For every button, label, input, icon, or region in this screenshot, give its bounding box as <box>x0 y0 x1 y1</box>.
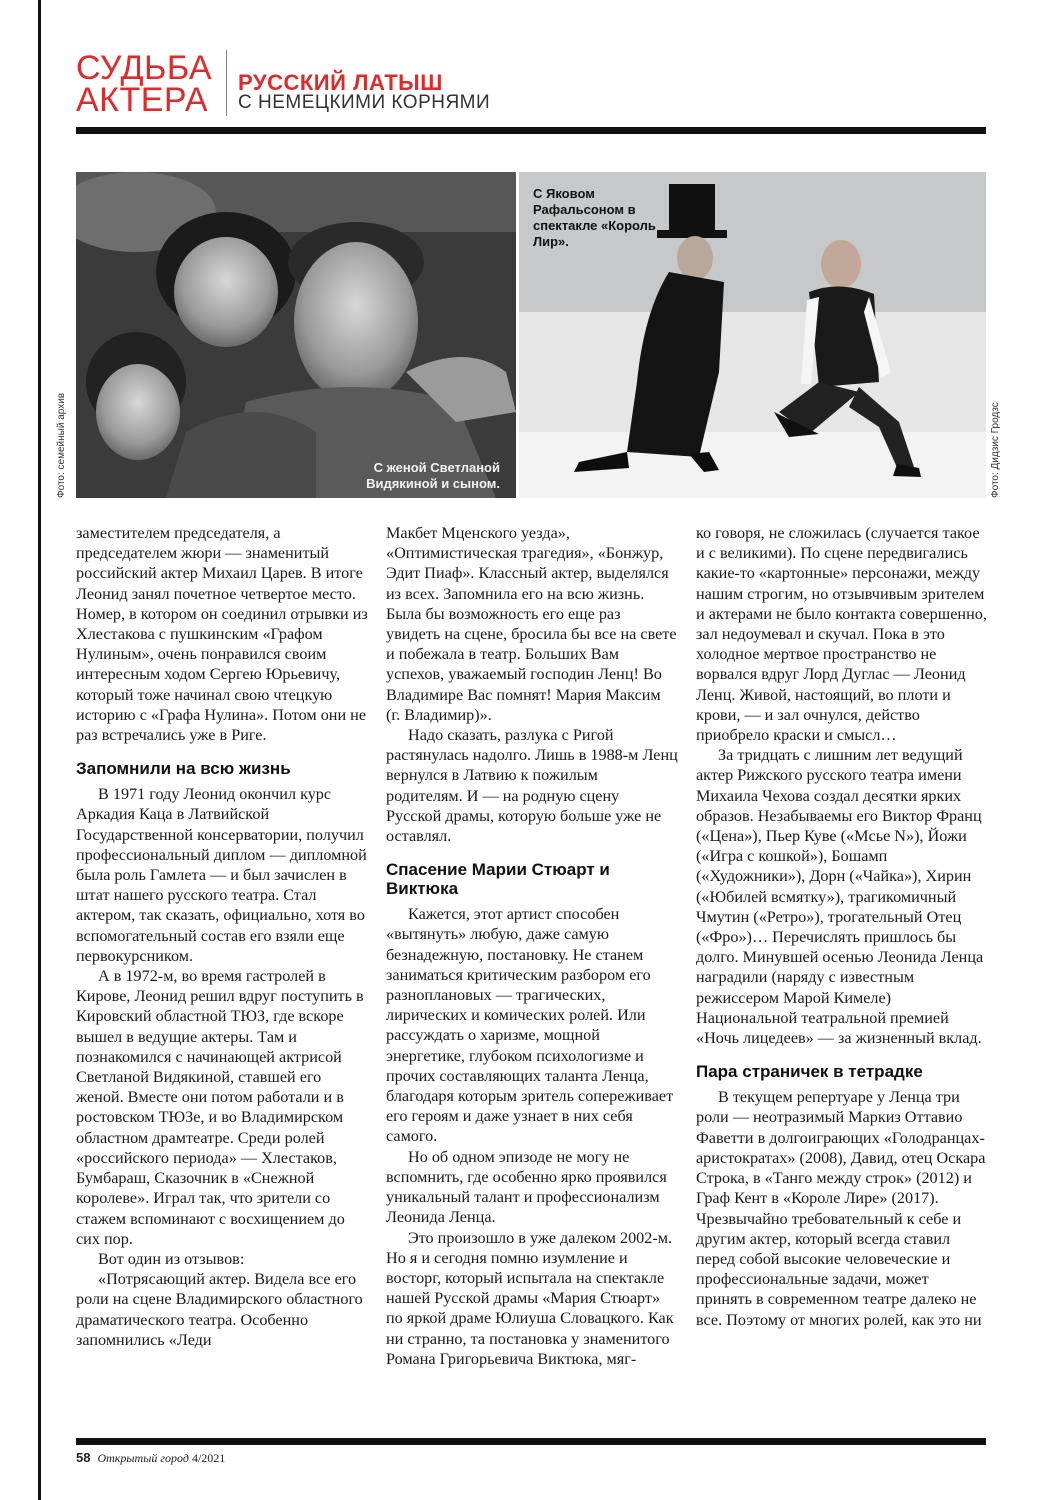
header-divider <box>226 50 227 116</box>
rubric-line-2: АКТЕРА <box>76 81 209 119</box>
section-heading: Пара страничек в тетрадке <box>696 1062 923 1082</box>
section-heading: Спасение Марии Стюарт и Виктюка <box>386 860 610 899</box>
issue-number: 4/2021 <box>191 1451 226 1465</box>
article-column-3 <box>696 523 988 1330</box>
family-photo <box>76 172 516 498</box>
magazine-name: Открытый город <box>97 1451 189 1465</box>
footer-rule <box>76 1438 986 1445</box>
paragraph: ко говоря, не сложилась (случается такое и с великими). По сцене передвигались какие-то «картонные» персонажи, между нашим строгим, но отзывчивым зрителем и актерами не было контакта совершенно, зал недоумевал и скучал. Пока в это холодное мертвое пространство не ворвался вдруг Лорд Дуглас — Леонид Ленц. Живой, настоящий, во плоти и крови, — и зал очнулся, действо приобрело краски и смысл… <box>696 524 987 745</box>
paragraph: В 1971 году Леонид окончил курс Аркадия Каца в Латвийской Государственной консерватории, получил профессиональный диплом — дипломной была роль Гамлета — и был зачислен в штат нашего русского театра. Стал актером, так сказать, официально, хотя во вспомогательный состав его взяли еще первокурсником. <box>76 785 367 965</box>
quote-paragraph: Макбет Мценского уезда», «Оптимистическая трагедия», «Бонжур, Эдит Пиаф». Классный актер, выделялся из всех. Запомнила его на всю жизнь. Была бы возможность его еще раз увидеть на сцене, бросила бы все на свете и побежала в театр. Больших Вам успехов, уважаемый господин Ленц! Во Владимире Вас помнят! Мария Максим (г. Владимир)». <box>386 524 677 724</box>
quote-paragraph: «Потрясающий актер. Видела все его роли на сцене Владимирского областного драматического театра. Особенно запомнились «Леди <box>76 1270 363 1349</box>
right-photo-credit: Фото: Дидзис Гродзс <box>990 402 1001 498</box>
family-photo-illustration <box>76 172 516 498</box>
header-rule <box>76 127 986 134</box>
stage-photo <box>519 172 986 498</box>
paragraph: Вот один из отзывов: <box>98 1249 245 1268</box>
article-column-1 <box>76 523 368 1350</box>
stage-photo-caption: С Яковом Рафальсоном в спектакле «Король Лир». <box>533 186 656 249</box>
paragraph: В текущем репертуаре у Ленца три роли — неотразимый Маркиз Оттавио Фаветти в долгоиграющих «Голодранцах-аристократах» (2008), Давид, отец Оскара Строка, в «Танго между строк» (2012) и Граф Кент в «Короле Лире» (2017). Чрезвычайно требовательный к себе и другим актер, который всегда ставил перед собой высокие человеческие и профессиональные задачи, может принять в современном театре далеко не все. Поэтому от многих ролей, как это ни <box>696 1088 986 1329</box>
page-footer <box>76 1450 225 1466</box>
family-photo-caption: С женой Светланой Видякиной и сыном. <box>366 460 500 491</box>
paragraph: А в 1972-м, во время гастролей в Кирове, Леонид решил вдруг поступить в Кировский областной ТЮЗ, где вскоре вышел в ведущие актеры. Там и познакомился с начинающей актрисой Светланой Видякиной, ставшей его женой. Вместе они потом работали и в ростовском ТЮЗе, и во Владимирском областном драмтеатре. Среди ролей «российского периода» — Хлестаков, Бумбараш, Сказочник в «Снежной королеве». Играл так, что зрители со стажем вспоминают с восхищением до сих пор. <box>76 967 364 1248</box>
article-subheadline: С НЕМЕЦКИМИ КОРНЯМИ <box>238 92 491 113</box>
left-margin-rule <box>38 0 41 1500</box>
article-headline: РУССКИЙ ЛАТЫШ <box>238 70 443 95</box>
rubric-line-1: СУДЬБА <box>76 49 213 87</box>
paragraph: Кажется, этот артист способен «вытянуть» любую, даже самую безнадежную, постановку. Не станем заниматься критическим разбором его разноплановых — трагических, лирических и комических ролей. Или рассуждать о харизме, мощной энергетике, глубоком психологизме и прочих составляющих таланта Ленца, благодаря которым зритель сопереживает его героям и даже узнает в них себя самого. <box>386 905 674 1146</box>
article-column-2 <box>386 523 678 1369</box>
left-photo-credit: Фото: семейный архив <box>56 392 67 498</box>
paragraph: заместителем председателя, а председателем жюри — знаменитый российский актер Михаил Царев. В итоге Леонид занял почетное четвертое место. Номер, в котором он соединил отрывки из Хлестакова с пушкинским «Графом Нулиным», очень понравился своим интересным ходом Сергею Юрьевичу, который тоже начинал свою чтецкую историю с «Графа Нулина». Потом они не раз встречались уже в Риге. <box>76 524 368 745</box>
paragraph: За тридцать с лишним лет ведущий актер Рижского русского театра имени Михаила Чехова создал десятки ярких образов. Незабываемы его Виктор Франц («Цена»), Пьер Куве («Мсье N»), Йожи («Игра с кошкой»), Бошамп («Художники»), Дорн («Чайка»), Хирин («Юбилей всмятку»), трагикомичный Чмутин («Ретро»), трогательный Отец («Фро»)… Перечислять пришлось бы долго. Минувшей осенью Леонида Ленца наградили (наряду с известным режиссером Марой Кимеле) Национальной театральной премией «Ночь лицедеев» — за жизненный вклад. <box>696 746 984 1048</box>
section-heading: Запомнили на всю жизнь <box>76 759 291 779</box>
paragraph: Надо сказать, разлука с Ригой растянулась надолго. Лишь в 1988-м Ленц вернулся в Латвию к пожилым родителям. И — на родную сцену Русской драмы, которую больше уже не оставлял. <box>386 726 678 846</box>
section-rubric <box>76 49 216 119</box>
page-number: 58 <box>76 1450 91 1465</box>
paragraph: Это произошло в уже далеком 2002-м. Но я и сегодня помню изумление и восторг, который испытала на спектакле нашей Русской драмы «Мария Стюарт» по яркой драме Юлиуша Словацкого. Как ни странно, та постановка у знаменитого Романа Григорьевича Виктюка, мяг- <box>386 1228 674 1368</box>
paragraph: Но об одном эпизоде не могу не вспомнить, где особенно ярко проявился уникальный талант и профессионализм Леонида Ленца. <box>386 1147 667 1227</box>
